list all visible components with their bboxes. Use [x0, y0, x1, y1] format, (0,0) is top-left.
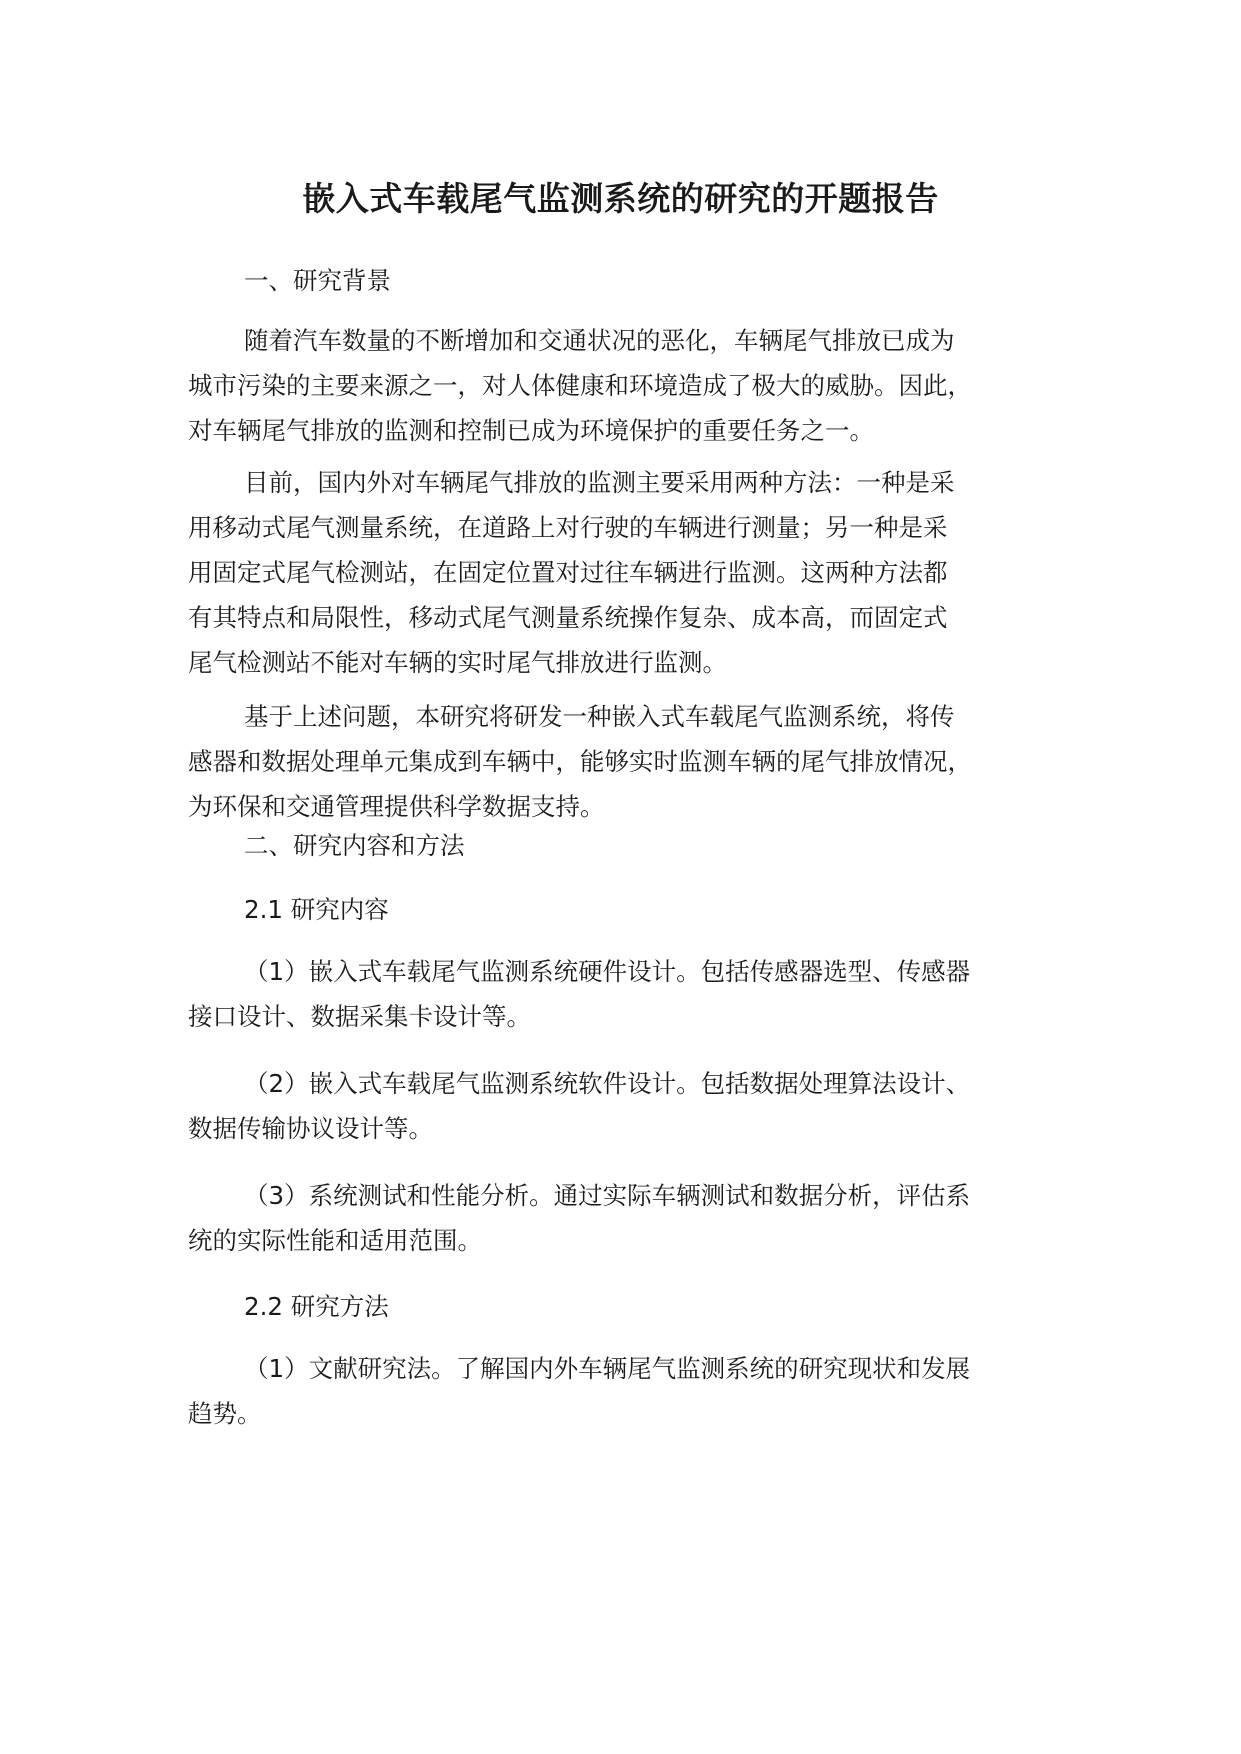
- text-line: 感器和数据处理单元集成到车辆中，能够实时监测车辆的尾气排放情况，: [188, 747, 972, 776]
- text-line: 趋势。: [188, 1399, 262, 1428]
- text-line: （3）系统测试和性能分析。通过实际车辆测试和数据分析，评估系: [244, 1181, 971, 1210]
- text-line: 统的实际性能和适用范围。: [188, 1226, 482, 1255]
- paragraph-background-2: [188, 460, 1078, 685]
- text-line: 城市污染的主要来源之一，对人体健康和环境造成了极大的威胁。因此，: [188, 371, 972, 400]
- list-item-literature: [188, 1346, 1078, 1436]
- text-line: （2）嵌入式车载尾气监测系统软件设计。包括数据处理算法设计、: [244, 1069, 971, 1098]
- subsection-heading-methods: 2.2 研究方法: [244, 1292, 389, 1321]
- text-line: 接口设计、数据采集卡设计等。: [188, 1002, 531, 1031]
- text-line: 尾气检测站不能对车辆的实时尾气排放进行监测。: [188, 648, 727, 677]
- text-line: 为环保和交通管理提供科学数据支持。: [188, 792, 605, 821]
- text-line: 目前，国内外对车辆尾气排放的监测主要采用两种方法：一种是采: [244, 468, 955, 497]
- paragraph-background-1: [188, 318, 1078, 453]
- document-title: 嵌入式车载尾气监测系统的研究的开题报告: [302, 179, 939, 218]
- text-line: （1）嵌入式车载尾气监测系统硬件设计。包括传感器选型、传感器: [244, 957, 971, 986]
- text-line: 数据传输协议设计等。: [188, 1114, 433, 1143]
- section-heading-content-methods: 二、研究内容和方法: [244, 831, 465, 860]
- list-item-software: [188, 1061, 1078, 1151]
- section-heading-background: 一、研究背景: [244, 266, 391, 295]
- list-item-hardware: [188, 949, 1078, 1039]
- text-line: 随着汽车数量的不断增加和交通状况的恶化，车辆尾气排放已成为: [244, 326, 955, 355]
- paragraph-background-3: [188, 694, 1078, 829]
- text-line: 有其特点和局限性，移动式尾气测量系统操作复杂、成本高，而固定式: [188, 603, 948, 632]
- subsection-heading-content: 2.1 研究内容: [244, 895, 389, 924]
- text-line: 基于上述问题，本研究将研发一种嵌入式车载尾气监测系统，将传: [244, 702, 955, 731]
- list-item-testing: [188, 1173, 1078, 1263]
- text-line: 对车辆尾气排放的监测和控制已成为环境保护的重要任务之一。: [188, 416, 874, 445]
- text-line: 用固定式尾气检测站，在固定位置对过往车辆进行监测。这两种方法都: [188, 558, 948, 587]
- text-line: （1）文献研究法。了解国内外车辆尾气监测系统的研究现状和发展: [244, 1354, 971, 1383]
- text-line: 用移动式尾气测量系统，在道路上对行驶的车辆进行测量；另一种是采: [188, 513, 948, 542]
